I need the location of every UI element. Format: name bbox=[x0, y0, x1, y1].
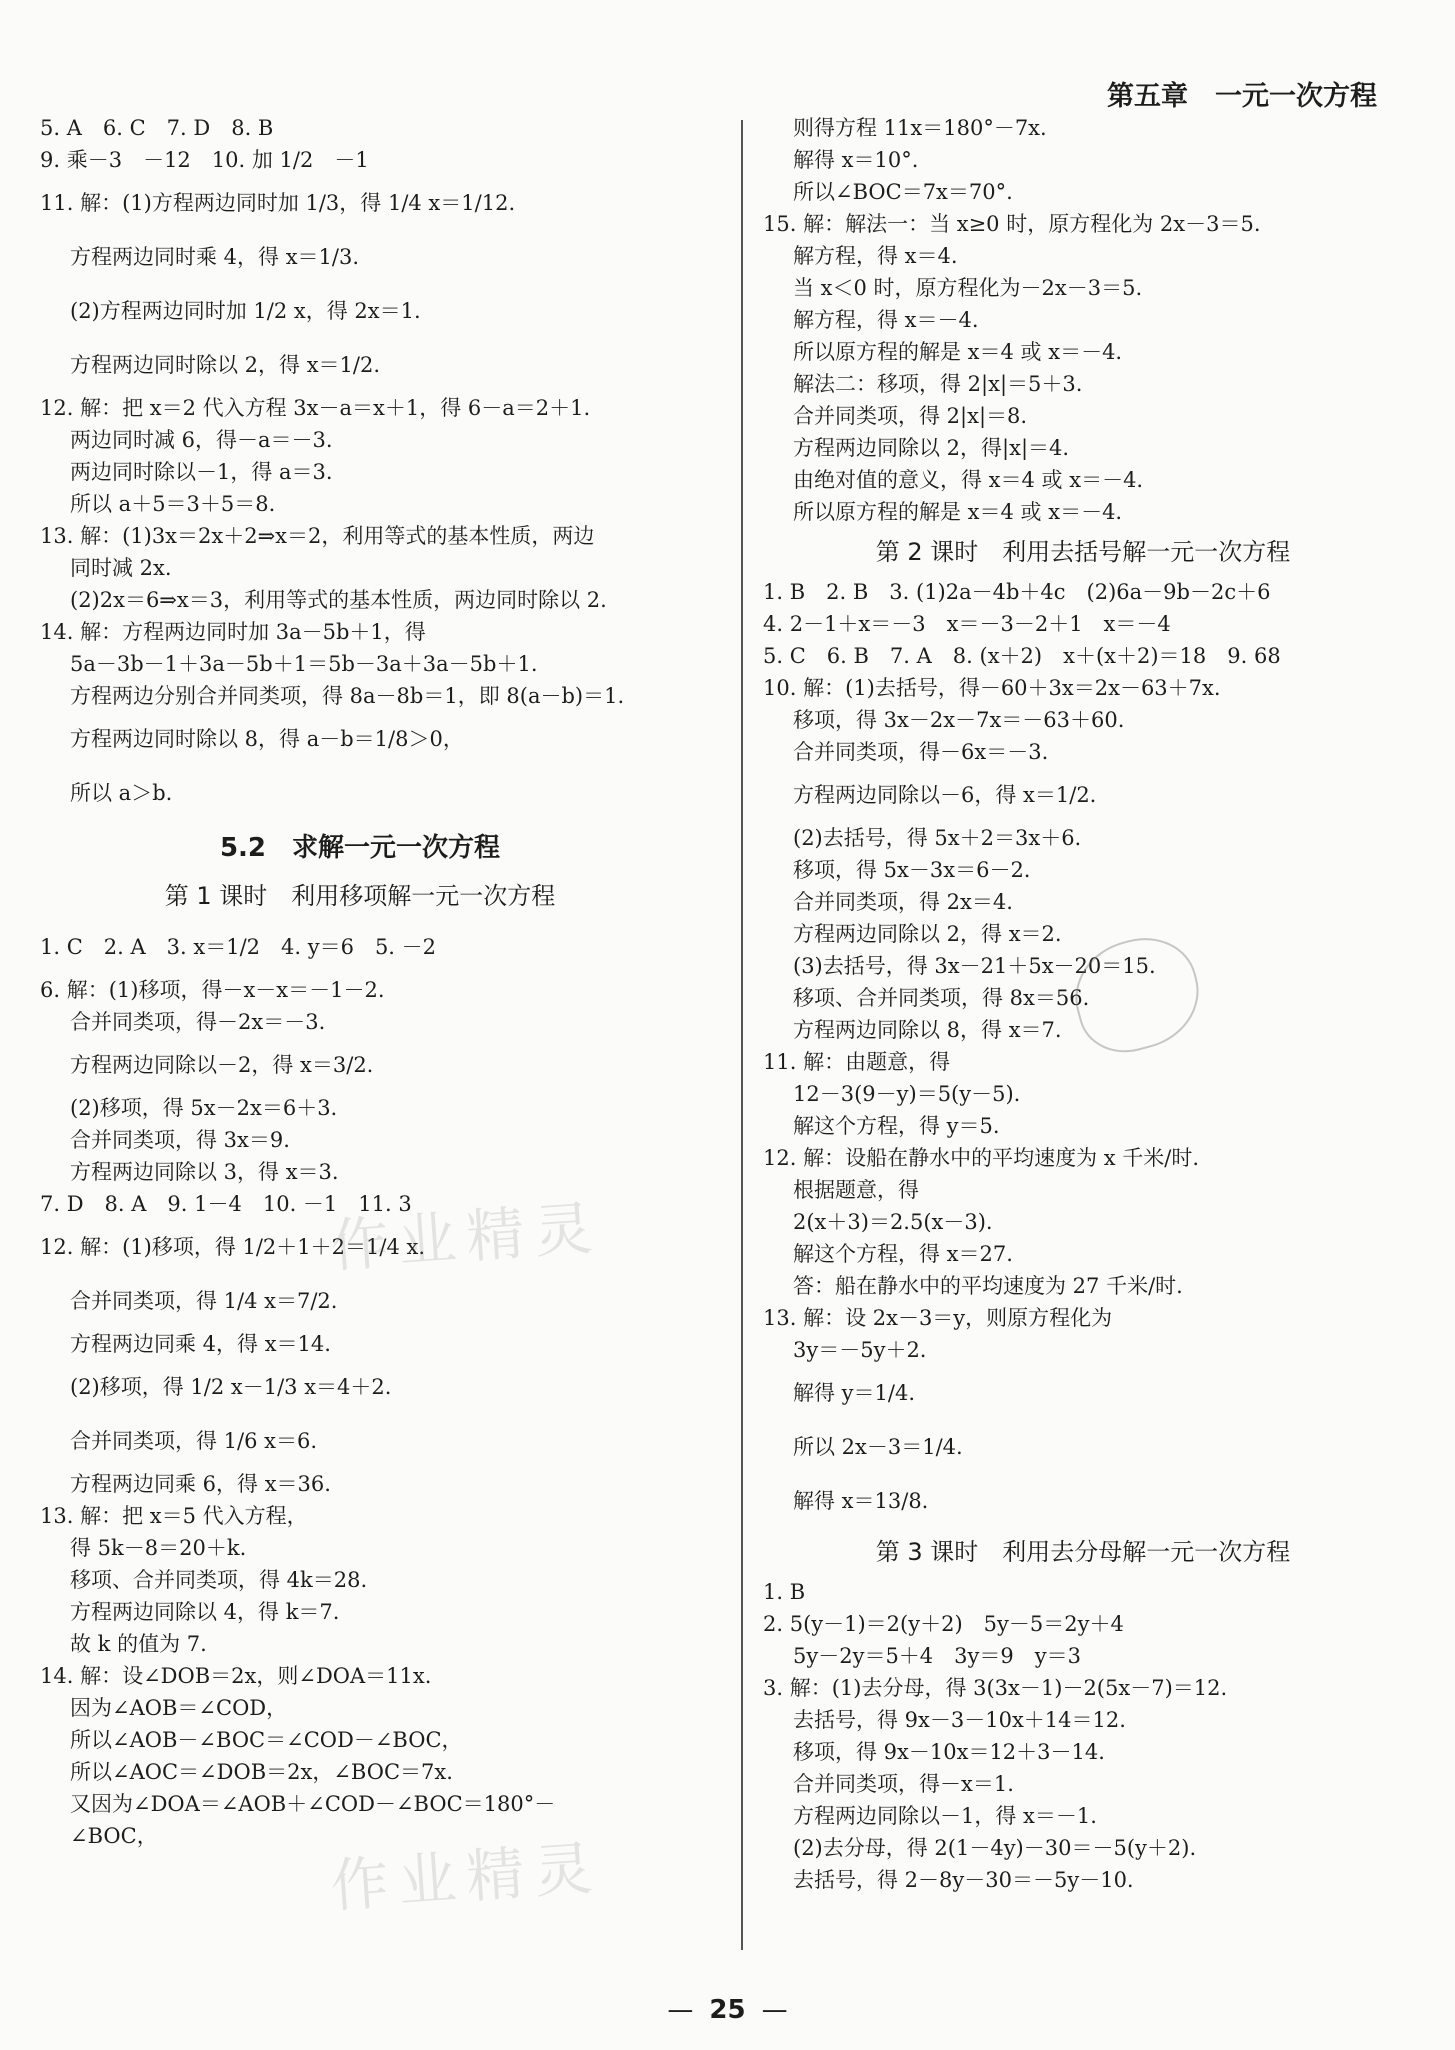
page-number: 25 bbox=[709, 1995, 746, 2025]
answer-line: 13. 解：(1)3x＝2x＋2⇒x＝2，利用等式的基本性质，两边 bbox=[40, 524, 595, 548]
answer-line: 11. 解：由题意，得 bbox=[763, 1050, 951, 1074]
answer-line: 由绝对值的意义，得 x＝4 或 x＝－4. bbox=[793, 468, 1144, 492]
answer-line: 移项、合并同类项，得 8x＝56. bbox=[793, 986, 1090, 1010]
answer-line: 方程两边分别合并同类项，得 8a－8b＝1，即 8(a－b)＝1. bbox=[70, 684, 625, 708]
answer-line: (2)去括号，得 5x＋2＝3x＋6. bbox=[793, 826, 1082, 850]
answer-line: 去括号，得 2－8y－30＝－5y－10. bbox=[793, 1868, 1134, 1892]
answer-line: 解法二：移项，得 2|x|＝5＋3. bbox=[793, 372, 1083, 396]
answer-line: 9. 乘－3 －12 10. 加 1/2 －1 bbox=[40, 148, 369, 172]
answer-line: (2)移项，得 5x－2x＝6＋3. bbox=[70, 1096, 338, 1120]
left-column bbox=[40, 112, 680, 1852]
answer-line: 则得方程 11x＝180°－7x. bbox=[793, 116, 1047, 140]
answer-line: 合并同类项，得 1/6 x＝6. bbox=[70, 1429, 318, 1453]
answer-line: 所以原方程的解是 x＝4 或 x＝－4. bbox=[793, 500, 1123, 524]
answer-line: 合并同类项，得－6x＝－3. bbox=[793, 740, 1049, 764]
answer-line: 所以 a＋5＝3＋5＝8. bbox=[70, 492, 276, 516]
answer-line: 合并同类项，得 2|x|＝8. bbox=[793, 404, 1028, 428]
answer-line: 方程两边同时乘 4，得 x＝1/3. bbox=[70, 245, 360, 269]
answer-line: (2)移项，得 1/2 x－1/3 x＝4＋2. bbox=[70, 1375, 392, 1399]
answer-line: (3)去括号，得 3x－21＋5x－20＝15. bbox=[793, 954, 1156, 978]
chapter-header: 第五章 一元一次方程 bbox=[1107, 81, 1377, 112]
answer-line: 12－3(9－y)＝5(y－5). bbox=[793, 1082, 1021, 1106]
answer-line: 合并同类项，得 3x＝9. bbox=[70, 1128, 290, 1152]
answer-line: 14. 解：方程两边同时加 3a－5b＋1，得 bbox=[40, 620, 426, 644]
answer-line: 去括号，得 9x－3－10x＋14＝12. bbox=[793, 1708, 1126, 1732]
answer-line: 2(x＋3)＝2.5(x－3). bbox=[793, 1210, 993, 1234]
section-title: 5.2 求解一元一次方程 bbox=[219, 833, 501, 863]
answer-line: 方程两边同时除以 8，得 a－b＝1/8＞0， bbox=[70, 727, 464, 751]
answer-line: 12. 解：把 x＝2 代入方程 3x－a＝x＋1，得 6－a＝2＋1. bbox=[40, 396, 591, 420]
answer-line: 12. 解：设船在静水中的平均速度为 x 千米/时. bbox=[763, 1146, 1200, 1170]
answer-line: 解得 x＝13/8. bbox=[793, 1489, 929, 1513]
answer-line: 方程两边同除以 2，得 x＝2. bbox=[793, 922, 1062, 946]
answer-line: 方程两边同乘 6，得 x＝36. bbox=[70, 1472, 331, 1496]
answer-line: 解这个方程，得 y＝5. bbox=[793, 1114, 1000, 1138]
watermark: 作业精灵 bbox=[328, 1833, 605, 1921]
answer-line: 所以 2x－3＝1/4. bbox=[793, 1435, 963, 1459]
answer-line: 13. 解：设 2x－3＝y，则原方程化为 bbox=[763, 1306, 1113, 1330]
answer-line: 解得 y＝1/4. bbox=[793, 1381, 916, 1405]
answer-line: 根据题意，得 bbox=[793, 1178, 919, 1202]
answer-line: 所以 a＞b. bbox=[70, 781, 173, 805]
answer-line: 方程两边同除以－1，得 x＝－1. bbox=[793, 1804, 1097, 1828]
answer-line: 2. 5(y－1)＝2(y＋2) 5y－5＝2y＋4 bbox=[763, 1612, 1124, 1636]
answer-line: 1. C 2. A 3. x＝1/2 4. y＝6 5. －2 bbox=[40, 935, 437, 959]
answer-line: 解方程，得 x＝－4. bbox=[793, 308, 979, 332]
answer-line: 所以∠BOC＝7x＝70°. bbox=[793, 180, 1013, 204]
answers-block-3 bbox=[763, 112, 1403, 528]
answer-line: 合并同类项，得－x＝1. bbox=[793, 1772, 1014, 1796]
answer-line: (2)方程两边同时加 1/2 x，得 2x＝1. bbox=[70, 299, 421, 323]
answer-line: 5. C 6. B 7. A 8. (x＋2) x＋(x＋2)＝18 9. 68 bbox=[763, 644, 1281, 668]
answer-line: 7. D 8. A 9. 1－4 10. －1 11. 3 bbox=[40, 1192, 412, 1216]
answer-line: 方程两边同除以 3，得 x＝3. bbox=[70, 1160, 339, 1184]
answer-line: 方程两边同除以 4，得 k＝7. bbox=[70, 1600, 340, 1624]
answer-line: 10. 解：(1)去括号，得－60＋3x＝2x－63＋7x. bbox=[763, 676, 1221, 700]
answer-line: 解方程，得 x＝4. bbox=[793, 244, 958, 268]
answer-line: 又因为∠DOA＝∠AOB＋∠COD－∠BOC＝180°－ bbox=[70, 1792, 556, 1816]
answer-line: 方程两边同时除以 2，得 x＝1/2. bbox=[70, 353, 381, 377]
column-divider bbox=[741, 120, 743, 1950]
answers-block-4 bbox=[763, 576, 1403, 1528]
answer-line: 因为∠AOB＝∠COD， bbox=[70, 1696, 288, 1720]
answer-line: 3y＝－5y＋2. bbox=[793, 1338, 927, 1362]
answer-line: 同时减 2x. bbox=[70, 556, 172, 580]
answer-line: 两边同时减 6，得－a＝－3. bbox=[70, 428, 333, 452]
answer-line: 14. 解：设∠DOB＝2x，则∠DOA＝11x. bbox=[40, 1664, 432, 1688]
lesson-1-title: 第 1 课时 利用移项解一元一次方程 bbox=[164, 882, 556, 910]
lesson-3-title: 第 3 课时 利用去分母解一元一次方程 bbox=[875, 1538, 1291, 1566]
answer-line: (2)去分母，得 2(1－4y)－30＝－5(y＋2). bbox=[793, 1836, 1197, 1860]
answer-line: 方程两边同除以－6，得 x＝1/2. bbox=[793, 783, 1097, 807]
answer-line: 所以∠AOB－∠BOC＝∠COD－∠BOC， bbox=[70, 1728, 463, 1752]
watermark: 作业精灵 bbox=[328, 1193, 605, 1281]
answer-line: 移项，得 9x－10x＝12＋3－14. bbox=[793, 1740, 1105, 1764]
answer-line: 4. 2－1＋x＝－3 x＝－3－2＋1 x＝－4 bbox=[763, 612, 1171, 636]
answers-block-2 bbox=[40, 920, 680, 1852]
answer-line: 移项、合并同类项，得 4k＝28. bbox=[70, 1568, 368, 1592]
answer-line: 所以原方程的解是 x＝4 或 x＝－4. bbox=[793, 340, 1123, 364]
answer-line: 6. 解：(1)移项，得－x－x＝－1－2. bbox=[40, 978, 385, 1002]
answer-line: 答：船在静水中的平均速度为 27 千米/时. bbox=[793, 1274, 1183, 1298]
answer-line: 得 5k－8＝20＋k. bbox=[70, 1536, 247, 1560]
answer-line: 5. A 6. C 7. D 8. B bbox=[40, 116, 274, 140]
answer-line: 13. 解：把 x＝5 代入方程， bbox=[40, 1504, 308, 1528]
answers-block-1 bbox=[40, 112, 680, 820]
answer-line: 移项，得 3x－2x－7x＝－63＋60. bbox=[793, 708, 1125, 732]
answer-line: (2)2x＝6⇒x＝3，利用等式的基本性质，两边同时除以 2. bbox=[70, 588, 607, 612]
answer-line: 两边同时除以－1，得 a＝3. bbox=[70, 460, 333, 484]
answer-line: 合并同类项，得 1/4 x＝7/2. bbox=[70, 1289, 338, 1313]
answer-line: 3. 解：(1)去分母，得 3(3x－1)－2(5x－7)＝12. bbox=[763, 1676, 1228, 1700]
answer-line: 1. B bbox=[763, 1580, 806, 1604]
answer-line: 方程两边同乘 4，得 x＝14. bbox=[70, 1332, 331, 1356]
answer-line: 1. B 2. B 3. (1)2a－4b＋4c (2)6a－9b－2c＋6 bbox=[763, 580, 1271, 604]
answer-line: 当 x＜0 时，原方程化为－2x－3＝5. bbox=[793, 276, 1143, 300]
answer-line: 5y－2y＝5＋4 3y＝9 y＝3 bbox=[793, 1644, 1081, 1668]
answer-line: 解这个方程，得 x＝27. bbox=[793, 1242, 1013, 1266]
answer-line: 方程两边同除以 2，得|x|＝4. bbox=[793, 436, 1070, 460]
answers-block-5 bbox=[763, 1576, 1403, 1896]
answer-line: 合并同类项，得 2x＝4. bbox=[793, 890, 1013, 914]
answer-line: 方程两边同除以 8，得 x＝7. bbox=[793, 1018, 1062, 1042]
answer-line: 合并同类项，得－2x＝－3. bbox=[70, 1010, 326, 1034]
lesson-2-title: 第 2 课时 利用去括号解一元一次方程 bbox=[875, 538, 1291, 566]
answer-line: 方程两边同除以－2，得 x＝3/2. bbox=[70, 1053, 374, 1077]
answer-line: 移项，得 5x－3x＝6－2. bbox=[793, 858, 1031, 882]
answer-line: 故 k 的值为 7. bbox=[70, 1632, 207, 1656]
answer-line: 5a－3b－1＋3a－5b＋1＝5b－3a＋3a－5b＋1. bbox=[70, 652, 538, 676]
answer-line: ∠BOC， bbox=[70, 1824, 158, 1848]
answer-line: 11. 解：(1)方程两边同时加 1/3，得 1/4 x＝1/12. bbox=[40, 191, 516, 215]
answer-line: 所以∠AOC＝∠DOB＝2x，∠BOC＝7x. bbox=[70, 1760, 453, 1784]
answer-line: 解得 x＝10°. bbox=[793, 148, 919, 172]
answer-line: 15. 解：解法一：当 x≥0 时，原方程化为 2x－3＝5. bbox=[763, 212, 1261, 236]
page-number-footer: — 25 — bbox=[667, 1995, 788, 2025]
answer-line: 12. 解：(1)移项，得 1/2＋1＋2＝1/4 x. bbox=[40, 1235, 426, 1259]
